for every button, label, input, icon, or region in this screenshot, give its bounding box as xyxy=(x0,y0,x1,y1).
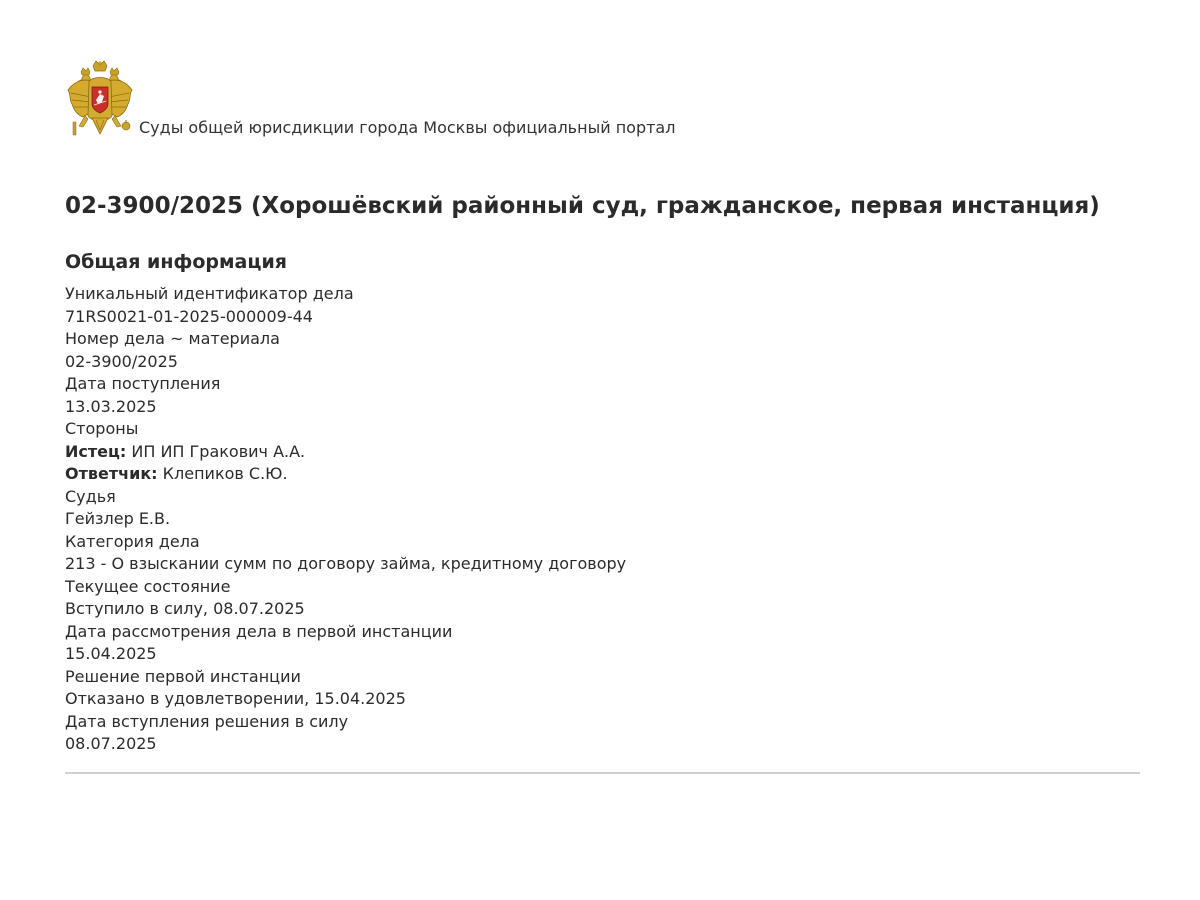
parties-label: Стороны xyxy=(65,419,139,438)
divider xyxy=(65,772,1140,774)
decision-label: Решение первой инстанции xyxy=(65,666,301,686)
hearing-date-value: 15.04.2025 xyxy=(65,644,157,663)
status-label: Текущее состояние xyxy=(65,576,231,596)
general-info-list xyxy=(65,283,1140,756)
defendant-label: Ответчик: xyxy=(65,464,158,483)
russian-coat-of-arms-icon xyxy=(65,60,135,138)
plaintiff-row xyxy=(65,441,1140,464)
unique-id-value: 71RS0021-01-2025-000009-44 xyxy=(65,306,313,326)
defendant-row xyxy=(65,463,1140,486)
defendant-value: Клепиков С.Ю. xyxy=(157,464,288,483)
effective-date-value: 08.07.2025 xyxy=(65,734,157,753)
section-title-general-info: Общая информация xyxy=(65,251,287,273)
unique-id-label: Уникальный идентификатор дела xyxy=(65,284,354,303)
judge-label: Судья xyxy=(65,486,116,506)
plaintiff-label: Истец: xyxy=(65,441,127,461)
case-number-label: Номер дела ~ материала xyxy=(65,329,280,348)
portal-header xyxy=(65,58,1140,138)
status-value: Вступило в силу, 08.07.2025 xyxy=(65,599,305,618)
judge-value: Гейзлер Е.В. xyxy=(65,509,171,528)
decision-value: Отказано в удовлетворении, 15.04.2025 xyxy=(65,689,406,708)
case-number-value: 02-3900/2025 xyxy=(65,351,178,371)
category-label: Категория дела xyxy=(65,531,200,551)
category-value: 213 - О взыскании сумм по договору займа, кредитному договору xyxy=(65,554,627,573)
hearing-date-label: Дата рассмотрения дела в первой инстанции xyxy=(65,621,453,641)
page xyxy=(65,58,1140,774)
portal-title: Суды общей юрисдикции города Москвы официальный портал xyxy=(139,118,676,137)
plaintiff-value: ИП ИП Гракович А.А. xyxy=(126,441,306,461)
receipt-date-value: 13.03.2025 xyxy=(65,396,157,416)
receipt-date-label: Дата поступления xyxy=(65,374,221,393)
effective-date-label: Дата вступления решения в силу xyxy=(65,711,349,731)
case-title: 02-3900/2025 (Хорошёвский районный суд, гражданское, первая инстанция) xyxy=(65,193,1100,219)
